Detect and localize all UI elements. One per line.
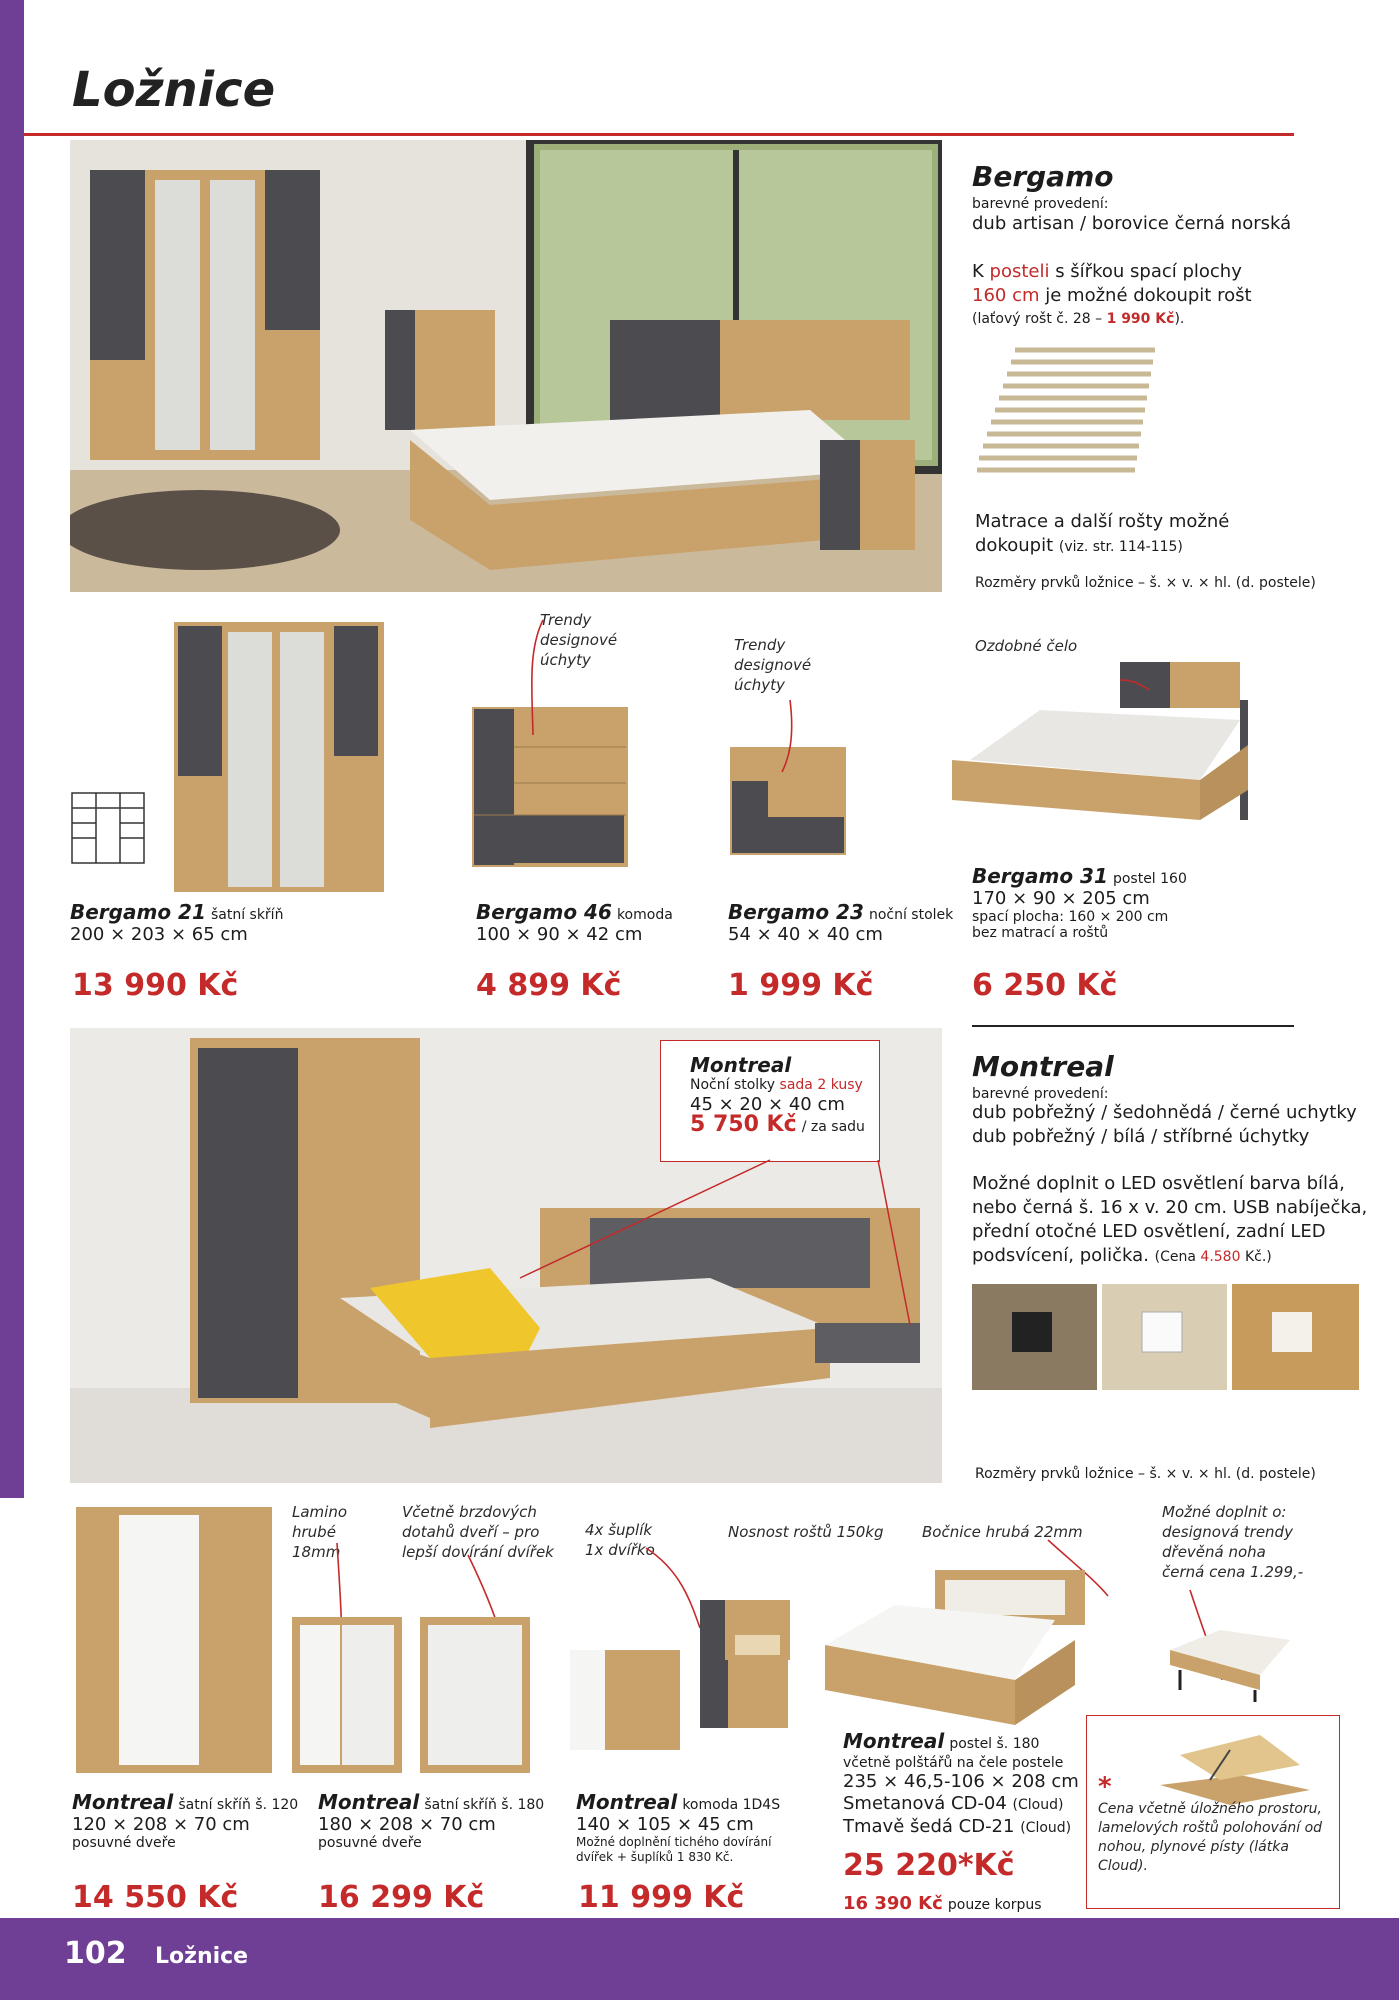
bed-color: Smetanová CD-04 bbox=[843, 1793, 1007, 1814]
bergamo-variant-label: barevné provedení: bbox=[972, 196, 1109, 212]
product-dims: 200 × 203 × 65 cm bbox=[70, 924, 248, 945]
bergamo-variant: dub artisan / borovice černá norská bbox=[972, 213, 1292, 234]
mattress-text: dokoupit bbox=[975, 535, 1054, 556]
led-text: podsvícení, polička. bbox=[972, 1245, 1149, 1266]
led-text: Možné doplnit o LED osvětlení barva bílá, bbox=[972, 1173, 1345, 1194]
product-type: šatní skříň š. 180 bbox=[424, 1797, 545, 1813]
montreal-variant-1: dub pobřežný / šedohnědá / černé uchytky bbox=[972, 1102, 1357, 1123]
product-dims: 170 × 90 × 205 cm bbox=[972, 888, 1150, 909]
page-number: 102 bbox=[64, 1936, 127, 1971]
montreal-heading: Montreal bbox=[972, 1050, 1114, 1083]
product-dims: 54 × 40 × 40 cm bbox=[728, 924, 883, 945]
montreal-komoda-card bbox=[576, 1790, 806, 1865]
montreal-120-price: 14 550 Kč bbox=[72, 1880, 239, 1915]
product-extra: včetně polštářů na čele postele bbox=[843, 1755, 1064, 1771]
montreal-variant-2: dub pobřežný / bílá / stříbrné úchytky bbox=[972, 1126, 1310, 1147]
product-name: Montreal bbox=[318, 1790, 420, 1814]
product-type: komoda 1D4S bbox=[682, 1797, 781, 1813]
montreal-bed-leg-image bbox=[1160, 1610, 1300, 1705]
bed-note-red: posteli bbox=[989, 261, 1050, 282]
asterisk-mark: * bbox=[1098, 1772, 1112, 1802]
nightstand-dims: 45 × 20 × 40 cm bbox=[690, 1094, 845, 1115]
product-type: šatní skříň bbox=[210, 907, 284, 923]
product-type: postel 160 bbox=[1112, 871, 1187, 887]
callout-handles-1: Trendy designové úchyty bbox=[540, 611, 618, 669]
montreal-120-image bbox=[74, 1505, 274, 1775]
product-extra: Možné doplnění tichého dovírání dvířek + šuplíků 1 830 Kč. bbox=[576, 1835, 772, 1864]
bed-fabric: (Cloud) bbox=[1012, 1797, 1064, 1813]
product-type: noční stolek bbox=[868, 907, 954, 923]
montreal-variant-label: barevné provedení: bbox=[972, 1086, 1109, 1102]
product-type: komoda bbox=[616, 907, 673, 923]
product-extra: posuvné dveře bbox=[318, 1835, 422, 1851]
product-name: Montreal bbox=[72, 1790, 174, 1814]
product-extra: bez matrací a roštů bbox=[972, 925, 1109, 941]
bergamo-46-price: 4 899 Kč bbox=[476, 968, 622, 1003]
nightstand-per: / za sadu bbox=[801, 1119, 865, 1135]
product-type: postel š. 180 bbox=[949, 1736, 1040, 1752]
product-name: Montreal bbox=[843, 1729, 945, 1753]
callout-sides: Bočnice hrubá 22mm bbox=[922, 1523, 1083, 1541]
product-dims: 140 × 105 × 45 cm bbox=[576, 1814, 754, 1835]
bed-fabric: (Cloud) bbox=[1020, 1820, 1072, 1836]
montreal-open-komoda-image bbox=[695, 1595, 795, 1665]
nightstand-desc: Noční stolky bbox=[690, 1077, 776, 1093]
montreal-bed-price: 25 220*Kč bbox=[843, 1848, 1015, 1883]
led-price-text: (Cena bbox=[1154, 1249, 1201, 1265]
product-type: šatní skříň š. 120 bbox=[178, 1797, 299, 1813]
callout-lamino: Lamino hrubé 18mm bbox=[292, 1503, 348, 1561]
callout-brakes: Včetně brzdových dotahů dveří – pro lepší dovírání dvířek bbox=[402, 1503, 554, 1561]
montreal-bed-card bbox=[843, 1730, 1079, 1839]
callout-drawers: 4x šuplík 1x dvířko bbox=[585, 1521, 655, 1559]
asterisk-note: Cena včetně úložného prostoru, lamelových roštů polohování od nohou, plynové písty (látka Cloud). bbox=[1098, 1801, 1323, 1874]
bed-note-red: 160 cm bbox=[972, 285, 1040, 306]
montreal-bed-body-price-row bbox=[843, 1893, 1042, 1914]
montreal-bed-image bbox=[815, 1565, 1135, 1735]
callout-handles-2: Trendy designové úchyty bbox=[734, 636, 812, 694]
nightstand-set: sada 2 kusy bbox=[779, 1077, 863, 1093]
bed-body-price: 16 390 Kč bbox=[843, 1893, 943, 1914]
product-name: Montreal bbox=[576, 1790, 678, 1814]
led-text: přední otočné LED osvětlení, zadní LED bbox=[972, 1221, 1326, 1242]
led-price: 4.580 bbox=[1200, 1249, 1241, 1265]
bergamo-dims-note: Rozměry prvků ložnice – š. × v. × hl. (d. postele) bbox=[975, 575, 1316, 591]
rost-note-text: ). bbox=[1174, 311, 1185, 327]
bergamo-31-price: 6 250 Kč bbox=[972, 968, 1118, 1003]
montreal-180-card bbox=[318, 1790, 544, 1851]
nightstand-name: Montreal bbox=[690, 1053, 792, 1077]
rost-note-text: (laťový rošt č. 28 – bbox=[972, 311, 1107, 327]
bed-note-text: je možné dokoupit rošt bbox=[1039, 285, 1252, 306]
product-extra: posuvné dveře bbox=[72, 1835, 176, 1851]
footer-section: Ložnice bbox=[155, 1944, 249, 1969]
product-dims: 180 × 208 × 70 cm bbox=[318, 1814, 496, 1835]
bed-note-text: K bbox=[972, 261, 990, 282]
product-name: Bergamo 31 bbox=[972, 864, 1108, 888]
product-extra: spací plocha: 160 × 200 cm bbox=[972, 909, 1169, 925]
bed-body-note: pouze korpus bbox=[947, 1897, 1042, 1913]
product-name: Bergamo 23 bbox=[728, 900, 864, 924]
callout-headboard: Ozdobné čelo bbox=[975, 637, 1078, 655]
callout-load: Nosnost roštů 150kg bbox=[728, 1523, 884, 1541]
led-price-text: Kč.) bbox=[1240, 1249, 1272, 1265]
product-dims: 120 × 208 × 70 cm bbox=[72, 1814, 250, 1835]
page-title: Ložnice bbox=[72, 62, 276, 118]
montreal-180-price: 16 299 Kč bbox=[318, 1880, 485, 1915]
bergamo-23-price: 1 999 Kč bbox=[728, 968, 874, 1003]
bergamo-21-price: 13 990 Kč bbox=[72, 968, 239, 1003]
mattress-ref: (viz. str. 114-115) bbox=[1058, 539, 1183, 555]
bed-note-text: s šířkou spací plochy bbox=[1049, 261, 1242, 282]
nightstand-price: 5 750 Kč bbox=[690, 1112, 797, 1137]
bergamo-heading: Bergamo bbox=[972, 160, 1114, 193]
montreal-120-card bbox=[72, 1790, 298, 1851]
mattress-text: Matrace a další rošty možné bbox=[975, 511, 1230, 532]
montreal-komoda-price: 11 999 Kč bbox=[578, 1880, 745, 1915]
product-name: Bergamo 21 bbox=[70, 900, 206, 924]
montreal-180-image bbox=[292, 1615, 532, 1775]
bed-color: Tmavě šedá CD-21 bbox=[843, 1816, 1015, 1837]
montreal-dims-note: Rozměry prvků ložnice – š. × v. × hl. (d. postele) bbox=[975, 1466, 1316, 1482]
product-dims: 235 × 46,5-106 × 208 cm bbox=[843, 1771, 1079, 1792]
rost-price: 1 990 Kč bbox=[1106, 311, 1175, 327]
product-dims: 100 × 90 × 42 cm bbox=[476, 924, 643, 945]
callout-leg: Možné doplnit o: designová trendy dřevěná noha černá cena 1.299,- bbox=[1162, 1503, 1304, 1581]
product-name: Bergamo 46 bbox=[476, 900, 612, 924]
led-text: nebo černá š. 16 x v. 20 cm. USB nabíječka, bbox=[972, 1197, 1368, 1218]
